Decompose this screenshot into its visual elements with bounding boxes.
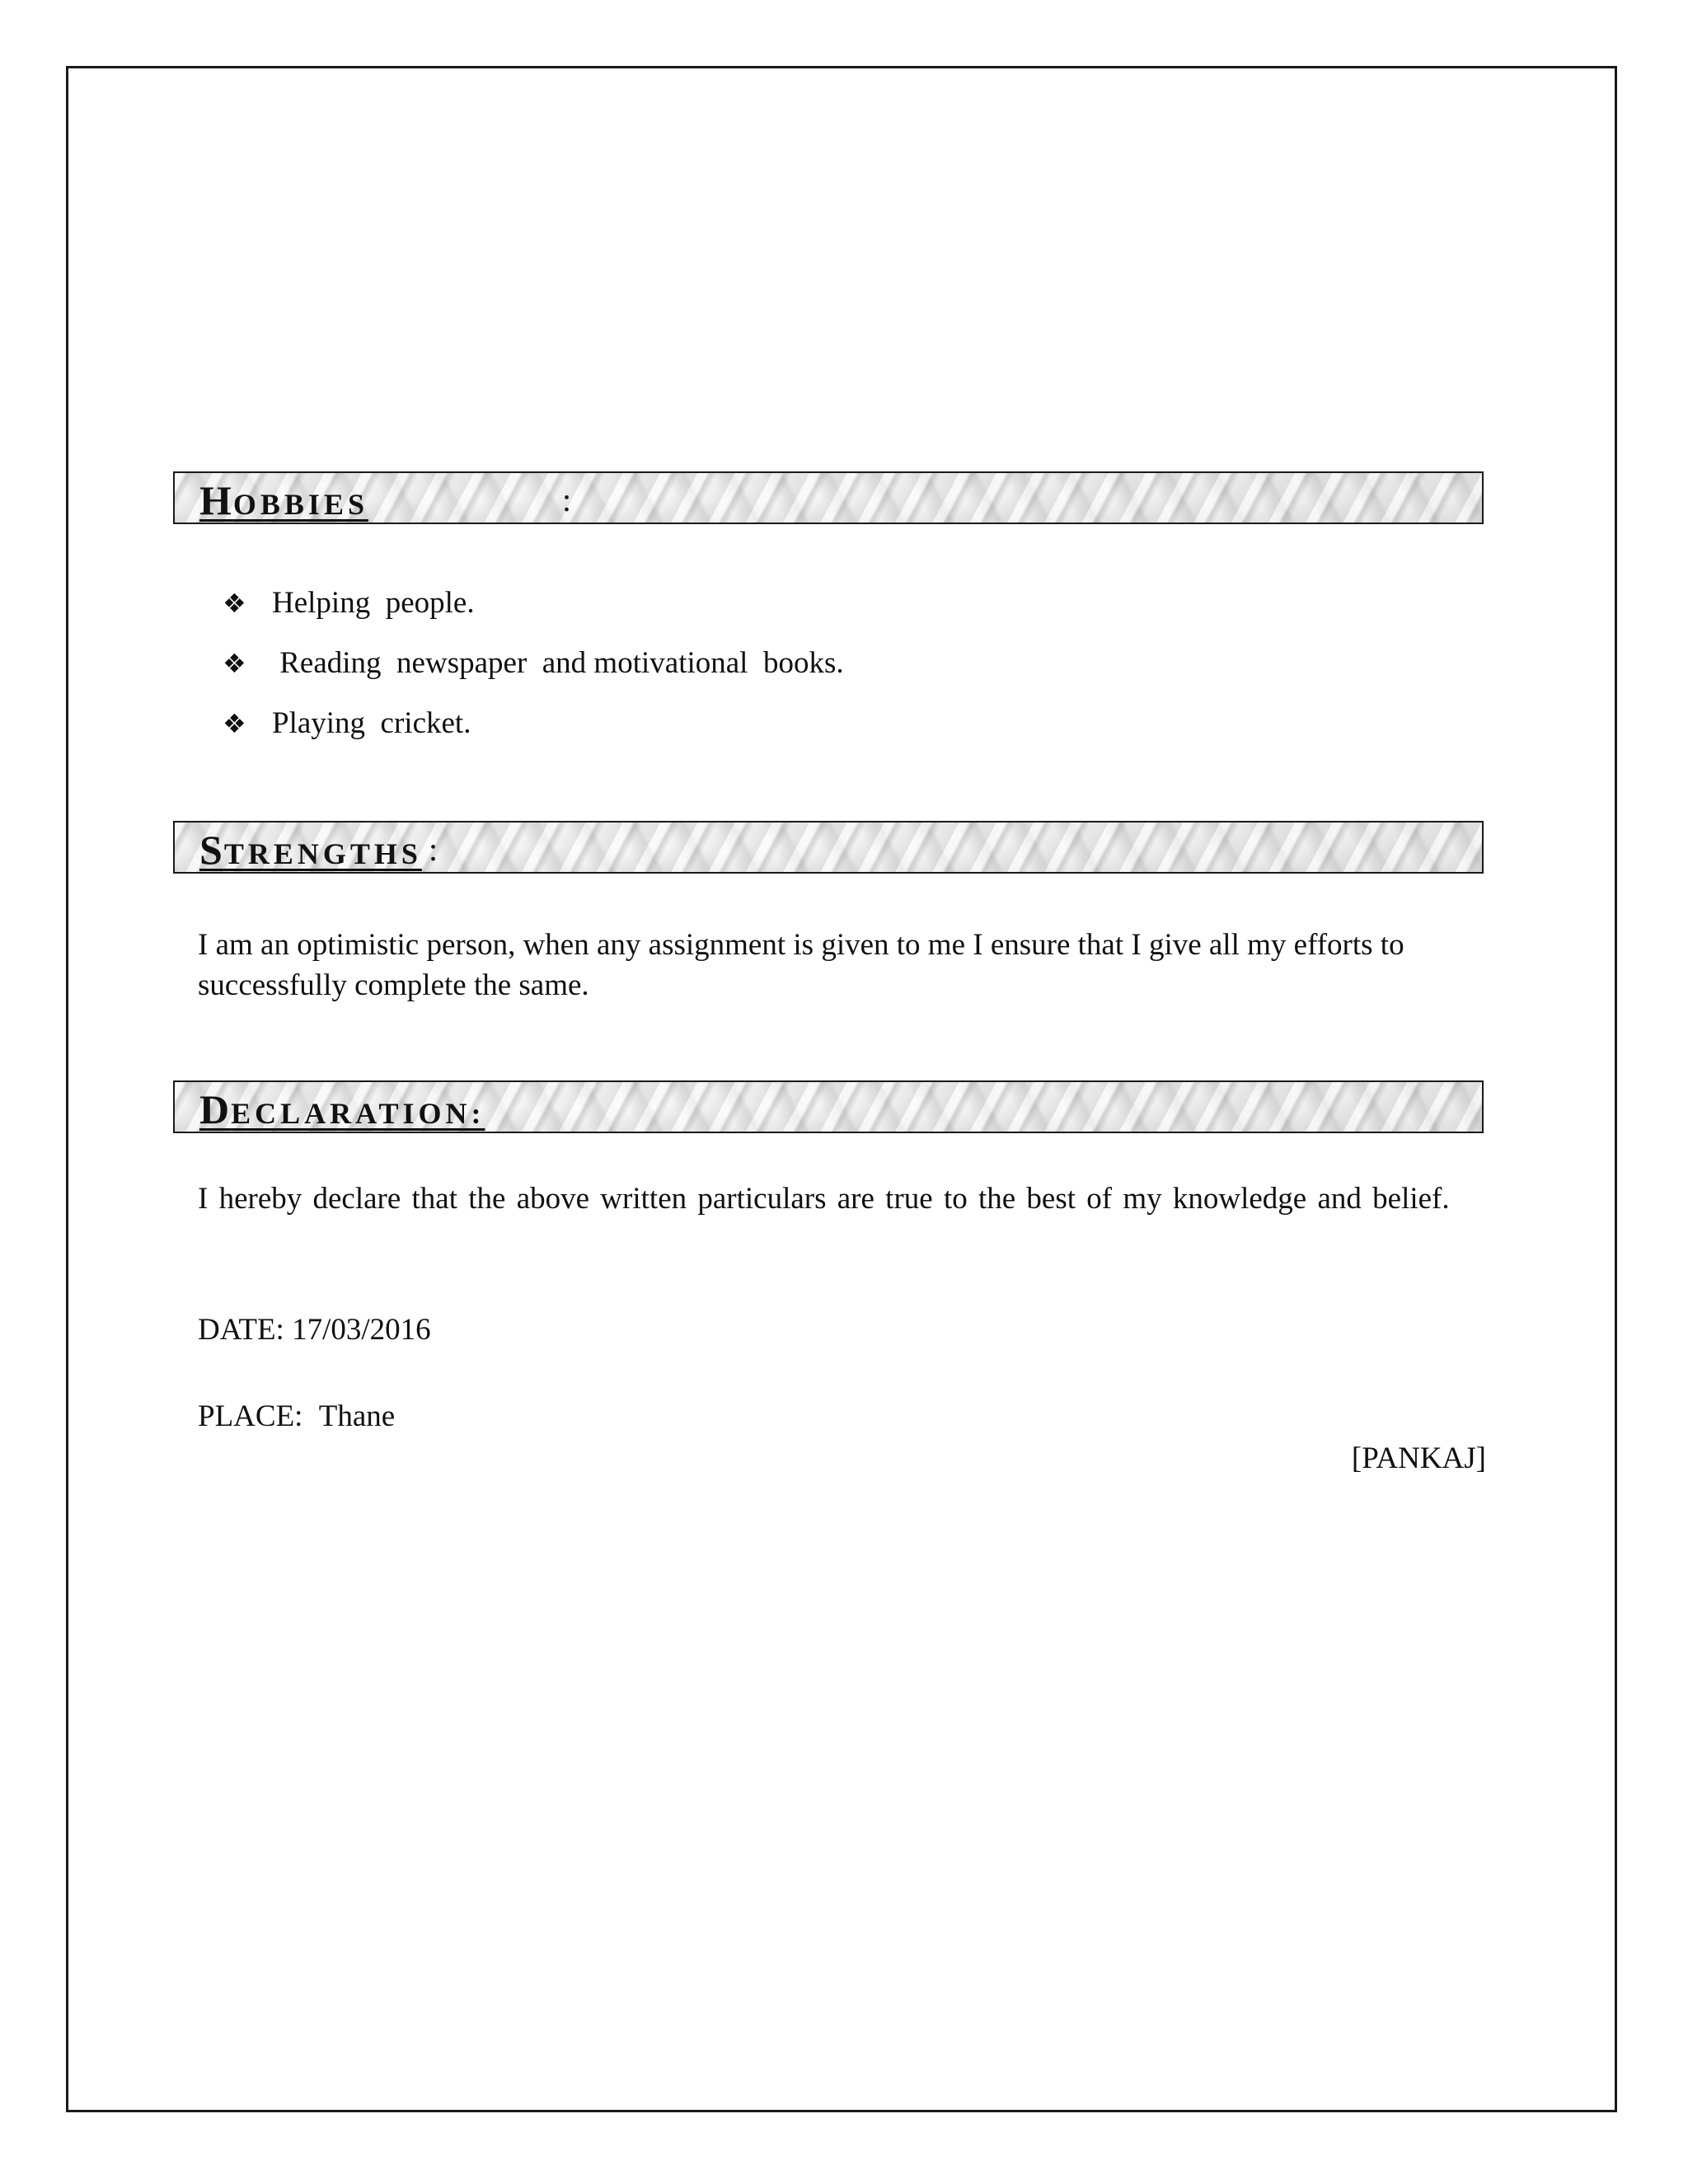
hobbies-heading-colon: : <box>562 481 572 518</box>
diamond-bullet-icon: ❖ <box>223 707 246 739</box>
declaration-section-header <box>173 1080 1484 1133</box>
declaration-heading-rest: ECLARATION: <box>231 1097 485 1130</box>
declaration-heading-initial: D <box>199 1086 232 1132</box>
declaration-paragraph: I hereby declare that the above written particulars are true to the best of my knowledge and belief. <box>198 1182 1450 1216</box>
hobby-text: Playing cricket. <box>272 705 471 740</box>
hobbies-heading-initial: H <box>199 477 233 523</box>
hobbies-section-header <box>173 471 1484 524</box>
place-line <box>198 1399 395 1434</box>
list-item <box>223 693 844 753</box>
strengths-heading-rest: TRENGTHS <box>223 837 422 870</box>
hobbies-heading-rest: OBBIES <box>232 488 368 521</box>
hobby-text: Reading newspaper and motivational books. <box>272 645 844 680</box>
date-label: DATE: <box>198 1313 284 1347</box>
hobbies-list <box>223 573 844 753</box>
place-label: PLACE: <box>198 1399 303 1433</box>
declaration-heading <box>199 1086 485 1132</box>
signature-name: [PANKAJ] <box>1351 1441 1486 1475</box>
strengths-paragraph: I am an optimistic person, when any assignment is given to me I ensure that I give all my efforts to successfully complete the same. <box>198 928 1404 1002</box>
hobbies-heading <box>199 477 368 523</box>
strengths-heading-colon: : <box>429 831 438 868</box>
diamond-bullet-icon: ❖ <box>223 587 246 619</box>
strengths-heading <box>199 827 422 873</box>
list-item <box>223 633 844 693</box>
hobby-text: Helping people. <box>272 585 475 620</box>
strengths-heading-initial: S <box>199 827 224 873</box>
place-value: Thane <box>318 1399 396 1433</box>
diamond-bullet-icon: ❖ <box>223 647 246 679</box>
date-value: 17/03/2016 <box>292 1313 431 1347</box>
strengths-section-header <box>173 821 1484 874</box>
list-item <box>223 573 844 633</box>
date-line <box>198 1312 431 1347</box>
